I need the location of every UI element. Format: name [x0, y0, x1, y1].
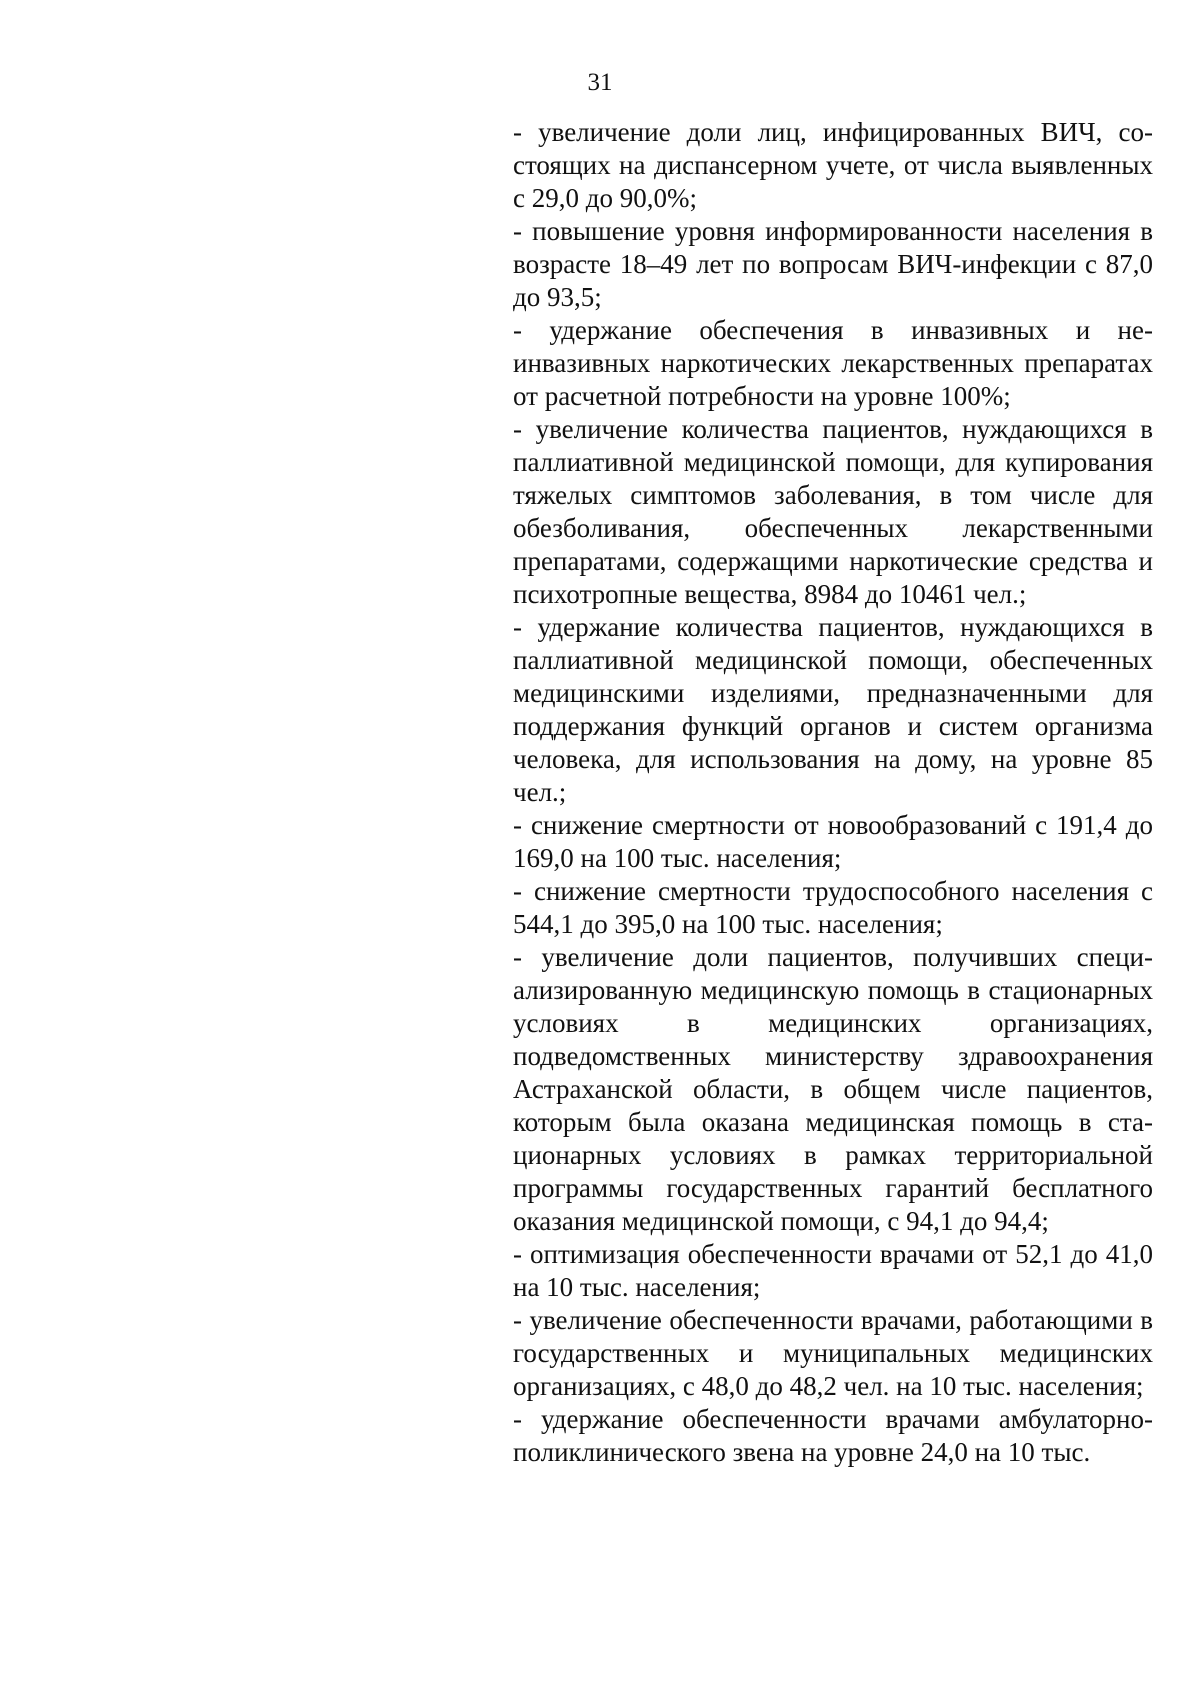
- list-item: - удержание обеспеченности врачами амбулаторно-поликлинического звена на уровне 24,0 на 10 тыс.: [513, 1404, 1153, 1467]
- page-number: 31: [587, 69, 613, 96]
- list-item: - удержание обеспечения в инвазивных и неинвазивных наркотических лекарственных препаратах от расчетной потребности на уровне 100%;: [513, 315, 1153, 411]
- list-item: - снижение смертности от новообразований с 191,4 до 169,0 на 100 тыс. населения;: [513, 810, 1153, 873]
- list-item: - увеличение доли лиц, инфицированных ВИЧ, состоящих на диспансерном учете, от числа выявленных с 29,0 до 90,0%;: [513, 117, 1153, 213]
- list-item: - увеличение количества пациентов, нуждающихся в паллиативной медицинской помощи, для купирования тяжелых симптомов заболевания, в том числе для обезболивания, обеспеченных лекарственными препаратами, содержащими наркотические средства и психотропные вещества, 8984 до 10461 чел.;: [513, 414, 1153, 609]
- list-item: - увеличение доли пациентов, получивших специализированную медицинскую помощь в стационарных условиях в медицинских организациях, подведомственных министерству здравоохранения Астраханской области, в общем числе пациентов, которым была оказана медицинская помощь в стационарных условиях в рамках территориальной программы государственных гарантий бесплатного оказания медицинской помощи, с 94,1 до 94,4;: [513, 942, 1153, 1236]
- list-item: - оптимизация обеспеченности врачами от 52,1 до 41,0 на 10 тыс. населения;: [513, 1239, 1153, 1302]
- list-item: - увеличение обеспеченности врачами, работающими в государственных и муниципальных медицинских организациях, с 48,0 до 48,2 чел. на 10 тыс. населения;: [513, 1305, 1153, 1401]
- document-body: [513, 116, 1153, 1469]
- list-item: - повышение уровня информированности населения в возрасте 18–49 лет по вопросам ВИЧ-инфекции с 87,0 до 93,5;: [513, 216, 1153, 312]
- list-item: - удержание количества пациентов, нуждающихся в паллиативной медицинской помощи, обеспеченных медицинскими изделиями, предназначенными для поддержания функций органов и систем организма человека, для использования на дому, на уровне 85 чел.;: [513, 612, 1153, 807]
- list-item: - снижение смертности трудоспособного населения с 544,1 до 395,0 на 100 тыс. населения;: [513, 876, 1153, 939]
